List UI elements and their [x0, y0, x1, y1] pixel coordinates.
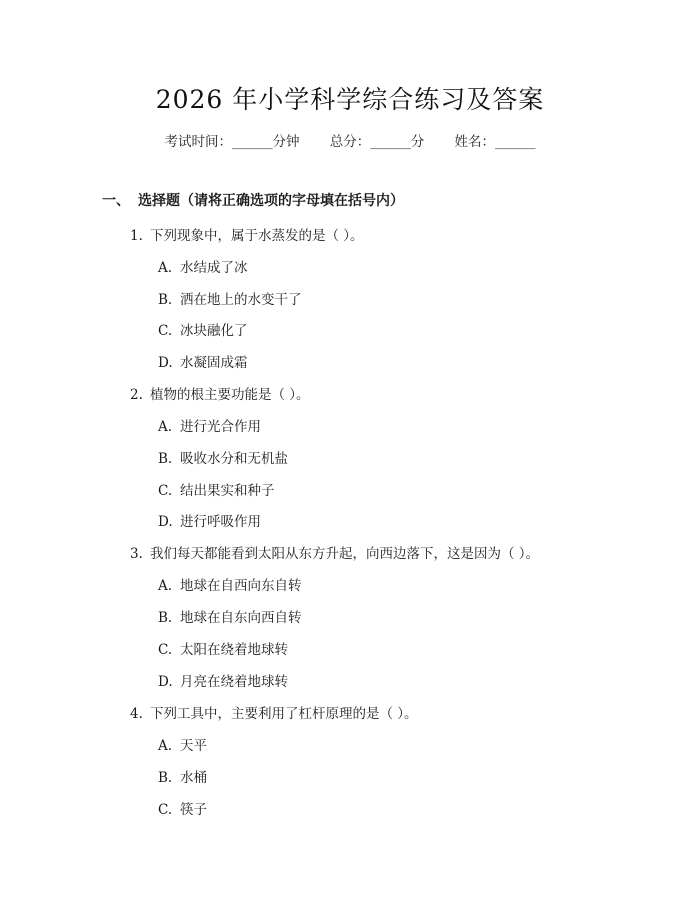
time-unit: 分钟 [272, 134, 300, 150]
question-text: 下列现象中，属于水蒸发的是（ ）。 [150, 228, 364, 244]
option-text: 地球在自东向西自转 [180, 610, 302, 626]
option-letter: A. [158, 419, 173, 435]
option-1a [158, 256, 248, 276]
score-label: 总分： [329, 134, 371, 150]
option-letter: A. [158, 738, 173, 754]
section-number: 一、 [102, 193, 130, 209]
option-letter: C. [158, 323, 173, 339]
option-letter: D. [158, 674, 173, 690]
option-3b [158, 606, 302, 626]
option-text: 水桶 [180, 770, 207, 786]
option-3d [158, 670, 288, 690]
page-title: 2026 年小学科学综合练习及答案 [155, 85, 545, 114]
option-letter: D. [158, 355, 173, 371]
option-text: 进行光合作用 [180, 419, 261, 435]
option-text: 月亮在绕着地球转 [180, 674, 288, 690]
question-number: 3. [130, 546, 143, 562]
option-text: 进行呼吸作用 [180, 514, 261, 530]
question-1 [130, 224, 364, 244]
option-letter: D. [158, 514, 173, 530]
option-text: 结出果实和种子 [180, 483, 275, 499]
option-text: 水结成了冰 [180, 260, 248, 276]
exam-info-line [0, 130, 700, 150]
option-2d [158, 510, 261, 530]
option-letter: B. [158, 610, 173, 626]
question-number: 1. [130, 228, 143, 244]
option-letter: C. [158, 483, 173, 499]
question-3 [130, 542, 539, 562]
question-text: 我们每天都能看到太阳从东方升起，向西边落下，这是因为（ ）。 [150, 546, 540, 562]
option-letter: B. [158, 770, 173, 786]
option-text: 筷子 [180, 802, 207, 818]
question-text: 植物的根主要功能是（ ）。 [150, 387, 310, 403]
option-text: 冰块融化了 [180, 323, 248, 339]
option-1b [158, 288, 302, 308]
question-number: 4. [130, 706, 143, 722]
time-blank: ______ [231, 134, 273, 150]
option-1d [158, 351, 248, 371]
option-2a [158, 415, 261, 435]
time-label: 考试时间： [164, 134, 232, 150]
section-heading [102, 190, 404, 210]
question-2 [130, 383, 310, 403]
option-4a [158, 734, 207, 754]
question-number: 2. [130, 387, 143, 403]
option-text: 地球在自西向东自转 [180, 578, 302, 594]
option-2b [158, 447, 288, 467]
option-letter: B. [158, 292, 173, 308]
option-text: 天平 [180, 738, 207, 754]
option-letter: A. [158, 260, 173, 276]
name-blank: ______ [495, 134, 536, 150]
option-letter: C. [158, 642, 173, 658]
question-4 [130, 702, 418, 722]
option-3a [158, 574, 302, 594]
option-4b [158, 766, 207, 786]
option-4c [158, 798, 207, 818]
option-text: 太阳在绕着地球转 [180, 642, 288, 658]
option-2c [158, 479, 275, 499]
option-text: 吸收水分和无机盐 [180, 451, 288, 467]
option-text: 洒在地上的水变干了 [180, 292, 302, 308]
name-label: 姓名： [454, 134, 496, 150]
option-letter: C. [158, 802, 173, 818]
score-blank: ______ [370, 134, 411, 150]
option-text: 水凝固成霜 [180, 355, 248, 371]
option-1c [158, 319, 248, 339]
option-3c [158, 638, 288, 658]
section-title: 选择题（请将正确选项的字母填在括号内） [138, 193, 404, 209]
option-letter: B. [158, 451, 173, 467]
option-letter: A. [158, 578, 173, 594]
question-text: 下列工具中，主要利用了杠杆原理的是（ ）。 [150, 706, 418, 722]
score-unit: 分 [410, 134, 425, 150]
